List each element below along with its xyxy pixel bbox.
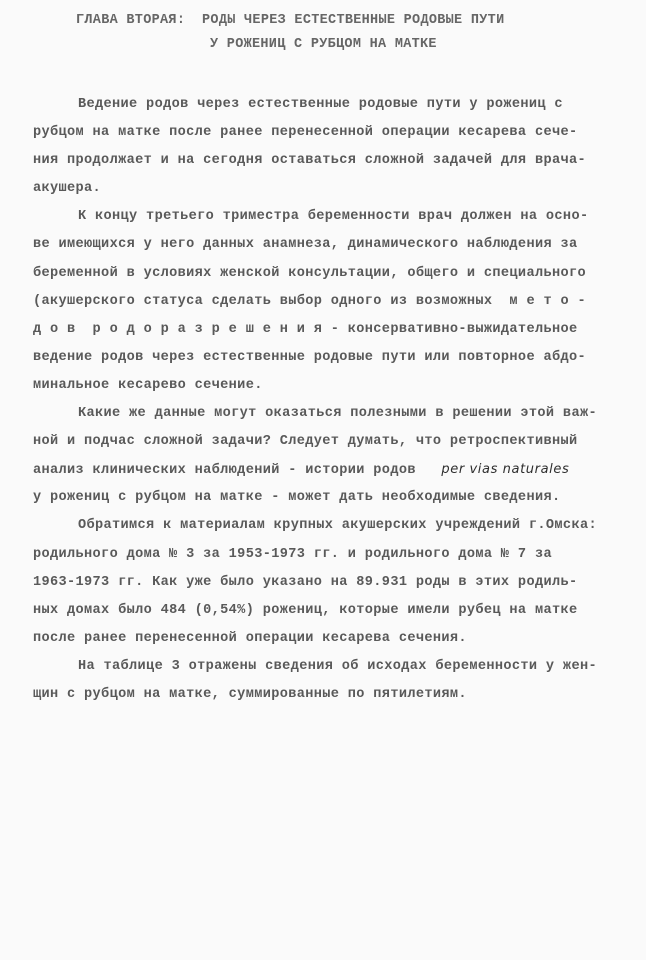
paragraph-2 bbox=[33, 203, 611, 400]
text-line: ния продолжает и на сегодня оставаться сложной задачей для врача- bbox=[33, 153, 586, 169]
text-line: 1963-1973 гг. Как уже было указано на 89.931 роды в этих родиль- bbox=[33, 574, 578, 590]
text-line: ных домах было 484 (0,54%) рожениц, которые имели рубец на матке bbox=[33, 602, 578, 618]
document-body bbox=[33, 91, 611, 709]
text-line: На таблице 3 отражены сведения об исходах беременности у жен- bbox=[78, 658, 597, 674]
text-line: ведение родов через естественные родовые пути или повторное абдо- bbox=[33, 349, 586, 365]
handwritten-insert: per vias naturales bbox=[441, 462, 570, 478]
text-line: д о в р о д о р а з р е ш е н и я - консервативно-выжидательное bbox=[33, 321, 578, 337]
paragraph-1 bbox=[33, 91, 611, 203]
text-line: акушера. bbox=[33, 181, 102, 197]
text-line bbox=[33, 456, 611, 484]
chapter-title-line-1: ГЛАВА ВТОРАЯ: РОДЫ ЧЕРЕЗ ЕСТЕСТВЕННЫЕ РОДОВЫЕ ПУТИ bbox=[76, 13, 505, 28]
paragraph-5 bbox=[33, 653, 611, 709]
paragraph-3 bbox=[33, 400, 611, 512]
text-line: минальное кесарево сечение. bbox=[33, 377, 263, 393]
text-fragment: анализ клинических наблюдений - истории родов bbox=[33, 463, 416, 479]
text-line: рубцом на матке после ранее перенесенной операции кесарева сече- bbox=[33, 125, 578, 141]
text-line: Ведение родов через естественные родовые пути у рожениц с bbox=[78, 97, 563, 112]
text-line: у рожениц с рубцом на матке - может дать необходимые сведения. bbox=[33, 490, 561, 506]
text-line: (акушерского статуса сделать выбор одного из возможных м е т о - bbox=[33, 293, 586, 309]
text-line: после ранее перенесенной операции кесарева сечения. bbox=[33, 630, 467, 646]
text-line: ной и подчас сложной задачи? Следует думать, что ретроспективный bbox=[33, 434, 578, 450]
text-line: родильного дома № 3 за 1953-1973 гг. и родильного дома № 7 за bbox=[33, 546, 552, 562]
text-line: К концу третьего триместра беременности врач должен на осно- bbox=[78, 209, 589, 225]
text-line: беременной в условиях женской консультации, общего и специального bbox=[33, 265, 586, 281]
text-line: Какие же данные могут оказаться полезными в решении этой важ- bbox=[78, 406, 597, 422]
text-line: Обратимся к материалам крупных акушерских учреждений г.Омска: bbox=[78, 518, 597, 534]
text-line: ве имеющихся у него данных анамнеза, динамического наблюдения за bbox=[33, 237, 578, 253]
text-line: щин с рубцом на матке, суммированные по пятилетиям. bbox=[33, 686, 467, 702]
paragraph-4 bbox=[33, 512, 611, 652]
chapter-title-line-2: У РОЖЕНИЦ С РУБЦОМ НА МАТКЕ bbox=[210, 37, 437, 52]
chapter-heading bbox=[0, 0, 646, 60]
